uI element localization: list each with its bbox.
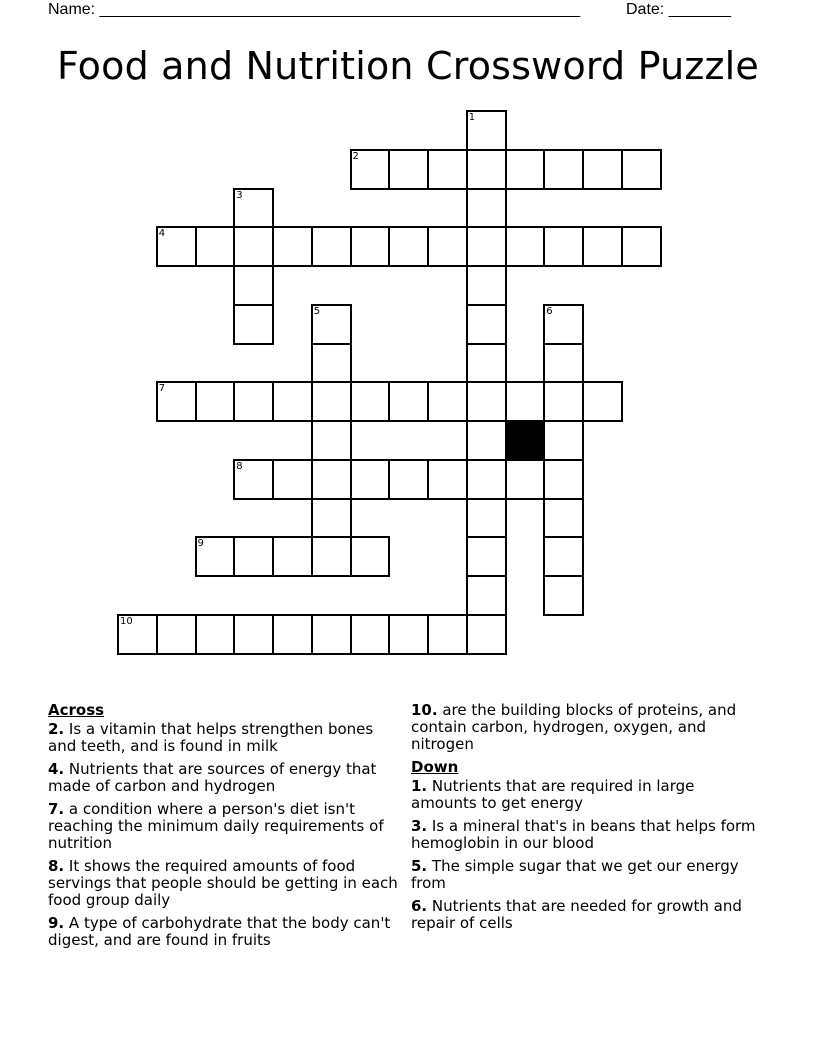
clues-right-column — [411, 702, 763, 938]
grid-cell[interactable] — [505, 149, 546, 190]
grid-cell[interactable] — [466, 381, 507, 422]
grid-cell[interactable] — [272, 459, 313, 500]
grid-cell[interactable] — [350, 459, 391, 500]
clue-across-4 — [48, 761, 400, 795]
clue-number: 5. — [411, 857, 428, 875]
clue-down-3 — [411, 818, 763, 852]
grid-cell[interactable] — [543, 226, 584, 267]
grid-cell[interactable] — [350, 536, 391, 577]
grid-cell[interactable] — [311, 614, 352, 655]
grid-cell[interactable] — [233, 614, 274, 655]
grid-cell[interactable] — [427, 381, 468, 422]
grid-cell[interactable] — [466, 343, 507, 384]
grid-cell[interactable] — [466, 304, 507, 345]
grid-cell[interactable] — [582, 149, 623, 190]
clue-across-8 — [48, 858, 400, 909]
grid-cell[interactable] — [311, 343, 352, 384]
grid-cell[interactable] — [466, 226, 507, 267]
grid-cell[interactable] — [311, 226, 352, 267]
grid-cell[interactable] — [350, 614, 391, 655]
down-heading: Down — [411, 758, 459, 776]
clue-number: 2. — [48, 720, 65, 738]
clue-text: The simple sugar that we get our energy from — [411, 857, 739, 892]
grid-cell[interactable] — [543, 459, 584, 500]
cell-number: 10 — [120, 615, 133, 627]
grid-cell[interactable] — [466, 575, 507, 616]
grid-cell[interactable] — [427, 226, 468, 267]
clue-down-6 — [411, 898, 763, 932]
grid-cell[interactable] — [388, 459, 429, 500]
grid-cell[interactable] — [427, 149, 468, 190]
clue-across-7 — [48, 801, 400, 852]
grid-cell[interactable] — [350, 381, 391, 422]
grid-cell[interactable] — [233, 265, 274, 306]
clue-down-1 — [411, 778, 763, 812]
grid-cell[interactable] — [621, 226, 662, 267]
grid-cell[interactable] — [311, 498, 352, 539]
grid-cell[interactable] — [466, 498, 507, 539]
cell-number: 7 — [158, 383, 166, 395]
grid-cell[interactable] — [195, 226, 236, 267]
grid-cell[interactable] — [272, 381, 313, 422]
clue-number: 10. — [411, 701, 438, 719]
grid-cell[interactable] — [543, 498, 584, 539]
clue-number: 1. — [411, 777, 428, 795]
grid-cell[interactable] — [427, 614, 468, 655]
grid-cell[interactable] — [156, 614, 197, 655]
clue-across-9 — [48, 915, 400, 949]
grid-cell[interactable] — [466, 149, 507, 190]
grid-cell[interactable] — [543, 381, 584, 422]
clue-text: Is a vitamin that helps strengthen bones and teeth, and is found in milk — [48, 720, 374, 755]
cell-number: 1 — [468, 112, 476, 123]
grid-cell[interactable] — [350, 149, 391, 190]
grid-cell[interactable] — [466, 265, 507, 306]
cell-number: 3 — [236, 189, 243, 201]
grid-cell[interactable] — [466, 420, 507, 461]
cell-number: 9 — [197, 538, 204, 550]
clue-number: 9. — [48, 914, 65, 932]
clue-number: 3. — [411, 817, 428, 835]
clue-text: Is a mineral that's in beans that helps form hemoglobin in our blood — [411, 817, 756, 852]
black-square — [505, 420, 546, 461]
grid-cell[interactable] — [311, 459, 352, 500]
cell-number: 2 — [352, 150, 359, 162]
grid-cell[interactable] — [543, 575, 584, 616]
clue-text: Nutrients that are needed for growth and repair of cells — [411, 897, 742, 932]
grid-cell[interactable] — [233, 459, 274, 500]
clue-across-2 — [48, 721, 400, 755]
grid-cell[interactable] — [466, 536, 507, 577]
grid-cell[interactable] — [195, 536, 236, 577]
grid-cell[interactable] — [156, 226, 197, 267]
grid-cell[interactable] — [195, 381, 236, 422]
grid-cell[interactable] — [466, 110, 507, 151]
grid-cell[interactable] — [427, 459, 468, 500]
cell-number: 8 — [236, 460, 243, 472]
grid-cell[interactable] — [233, 536, 274, 577]
grid-cell[interactable] — [233, 381, 274, 422]
grid-cell[interactable] — [272, 226, 313, 267]
clues-left-column — [48, 702, 400, 955]
grid-cell[interactable] — [582, 226, 623, 267]
grid-cell[interactable] — [233, 226, 274, 267]
grid-cell[interactable] — [543, 420, 584, 461]
grid-cell[interactable] — [388, 381, 429, 422]
grid-cell[interactable] — [505, 381, 546, 422]
clue-text: Nutrients that are required in large amounts to get energy — [411, 777, 695, 812]
grid-cell[interactable] — [621, 149, 662, 190]
clue-text: It shows the required amounts of food servings that people should be getting in each food group daily — [48, 857, 398, 909]
grid-cell[interactable] — [388, 226, 429, 267]
grid-cell[interactable] — [466, 188, 507, 229]
name-line: Name: ______________________________________________________ — [48, 1, 581, 18]
clue-number: 8. — [48, 857, 65, 875]
clue-number: 7. — [48, 800, 65, 818]
clue-text: are the building blocks of proteins, and contain carbon, hydrogen, oxygen, and nitrogen — [411, 701, 737, 753]
clue-number: 6. — [411, 897, 428, 915]
cell-number: 4 — [158, 228, 166, 240]
cell-number: 6 — [546, 305, 553, 317]
clue-across-10 — [411, 702, 763, 753]
grid-cell[interactable] — [543, 149, 584, 190]
grid-cell[interactable] — [311, 381, 352, 422]
grid-cell[interactable] — [233, 304, 274, 345]
grid-cell[interactable] — [543, 304, 584, 345]
grid-cell[interactable] — [233, 188, 274, 229]
clue-down-5 — [411, 858, 763, 892]
grid-cell[interactable] — [466, 614, 507, 655]
clue-text: Nutrients that are sources of energy that made of carbon and hydrogen — [48, 760, 377, 795]
grid-cell[interactable] — [272, 536, 313, 577]
grid-cell[interactable] — [195, 614, 236, 655]
across-heading: Across — [48, 701, 105, 719]
grid-cell[interactable] — [505, 226, 546, 267]
grid-cell[interactable] — [543, 536, 584, 577]
grid-cell[interactable] — [466, 459, 507, 500]
grid-cell[interactable] — [388, 149, 429, 190]
grid-cell[interactable] — [156, 381, 197, 422]
grid-cell[interactable] — [311, 536, 352, 577]
grid-cell[interactable] — [311, 304, 352, 345]
grid-cell[interactable] — [272, 614, 313, 655]
grid-cell[interactable] — [543, 343, 584, 384]
cell-number: 5 — [313, 305, 321, 317]
clue-text: a condition where a person's diet isn't reaching the minimum daily requirements of nutrition — [48, 800, 384, 852]
grid-cell[interactable] — [505, 459, 546, 500]
grid-cell[interactable] — [117, 614, 158, 655]
date-line: Date: _______ — [626, 1, 731, 18]
clue-text: A type of carbohydrate that the body can't digest, and are found in fruits — [48, 914, 391, 949]
grid-cell[interactable] — [350, 226, 391, 267]
grid-cell[interactable] — [388, 614, 429, 655]
grid-cell[interactable] — [582, 381, 623, 422]
grid-cell[interactable] — [311, 420, 352, 461]
clue-number: 4. — [48, 760, 65, 778]
page-title: Food and Nutrition Crossword Puzzle — [56, 44, 760, 88]
